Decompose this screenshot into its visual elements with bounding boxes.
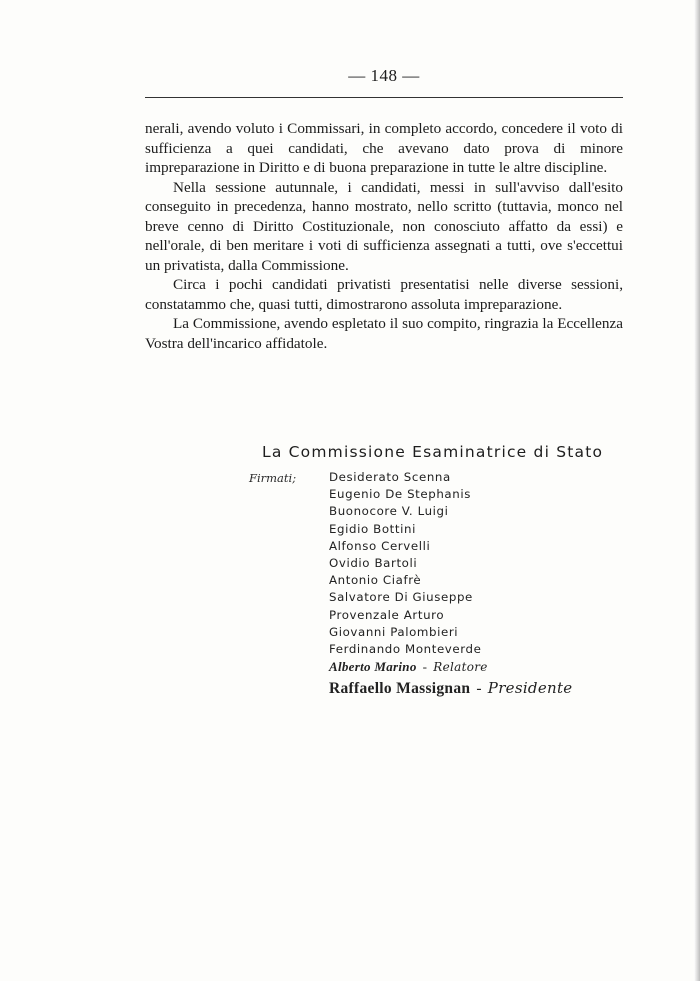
signature-member: Desiderato Scenna	[329, 470, 451, 484]
signature-member: Giovanni Palombieri	[329, 624, 459, 639]
relatore-role: Relatore	[433, 660, 488, 675]
signature-member: Salvatore Di Giuseppe	[329, 590, 473, 605]
signature-member: Eugenio De Stephanis	[329, 487, 471, 502]
signature-member: Buonocore V. Luigi	[329, 504, 449, 519]
signature-relatore	[329, 658, 572, 676]
presidente-role: Presidente	[487, 679, 573, 698]
signature-member: Ovidio Bartoli	[329, 556, 418, 571]
paragraph-continuation: nerali, avendo voluto i Commissari, in completo accordo, concedere il voto di sufficienza a quei candidati, che avevano dato prova di minore impreparazione in Diritto e di buona preparazione in tutte le altre discipline.	[145, 120, 623, 176]
paragraph-autumn-session: Nella sessione autunnale, i candidati, messi in sull'avviso dall'esito conseguito in precedenza, hanno mostrato, nello scritto (tuttavia, monco nel breve cenno di Diritto Costituzionale, non conosciuto affatto da essi) e nell'orale, di ben meritare i voti di sufficienza assegnati a tutti, ove s'eccettui un privatista, dalla Commissione.	[145, 178, 623, 274]
commission-title: La Commissione Esaminatrice di Stato	[262, 443, 604, 461]
signature-member: Provenzale Arturo	[329, 607, 445, 622]
signed-label: Firmati;	[249, 471, 297, 485]
signature-member: Ferdinando Monteverde	[329, 642, 482, 657]
page-number-header: — 148 —	[348, 66, 420, 85]
signature-list	[329, 469, 572, 701]
paragraph-thanks: La Commissione, avendo espletato il suo compito, ringrazia la Eccellenza Vostra dell'incarico affidatole.	[145, 315, 623, 352]
presidente-separator: -	[476, 680, 482, 698]
signature-presidente	[329, 676, 572, 701]
body-text	[145, 119, 623, 353]
signature-member: Alfonso Cervelli	[329, 538, 431, 553]
signature-member: Antonio Ciafrè	[329, 573, 422, 588]
presidente-name: Raffaello Massignan	[329, 680, 471, 698]
relatore-separator: -	[422, 659, 428, 675]
page-edge-shadow	[694, 0, 700, 981]
paragraph-private-candidates: Circa i pochi candidati privatisti presentatisi nelle diverse sessioni, constatammo che, quasi tutti, dimostrarono assoluta impreparazione.	[145, 276, 623, 313]
relatore-name: Alberto Marino	[329, 659, 417, 675]
header-rule	[145, 97, 623, 98]
signature-member: Egidio Bottini	[329, 521, 416, 536]
